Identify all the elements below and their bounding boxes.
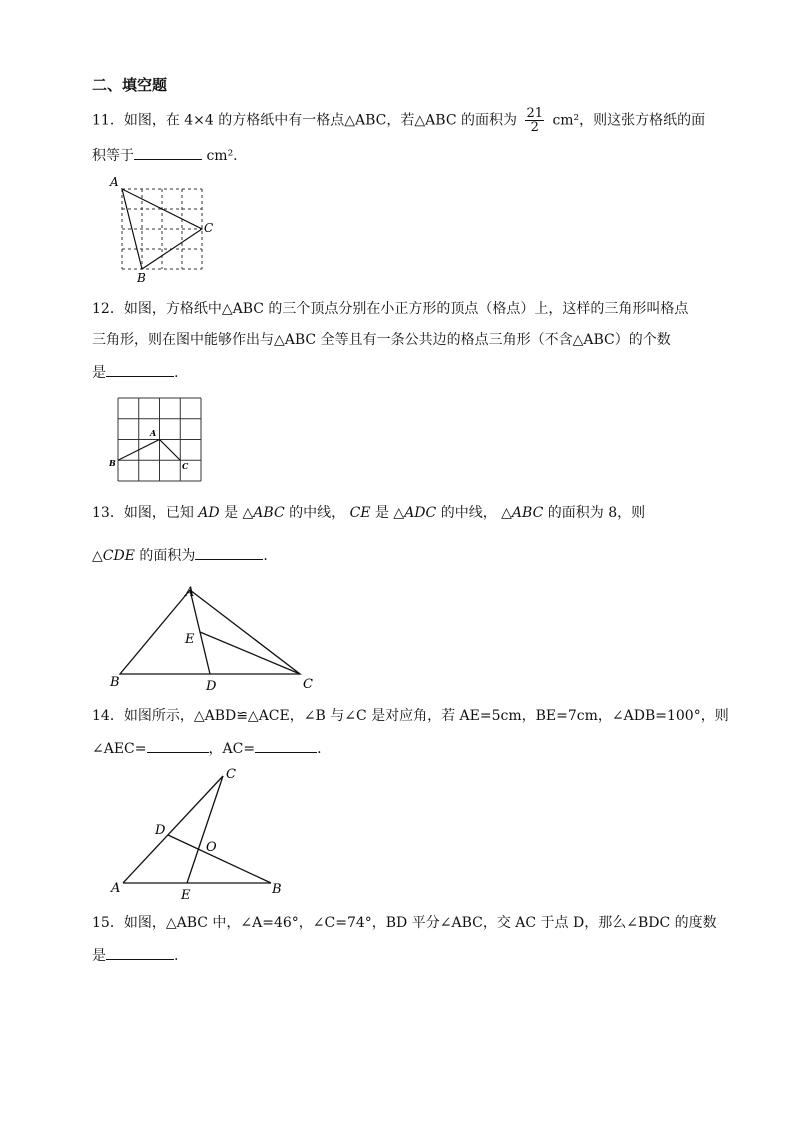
q13-label-a: A — [185, 585, 195, 600]
q13-text-2: 是 — [224, 505, 239, 521]
q13-label-d: D — [206, 679, 217, 694]
q14-line2-suffix: . — [317, 741, 322, 757]
q12-line3 — [92, 362, 178, 382]
q11-label-c: C — [204, 221, 214, 235]
q11-label-b: B — [137, 271, 146, 284]
q13-var-tri-adc: △ADC — [393, 505, 437, 521]
q14-segment-db — [168, 835, 271, 883]
q11-line2-suffix: cm². — [206, 148, 238, 164]
q15-line2-suffix: . — [174, 948, 179, 964]
q11-dashed-grid — [122, 189, 202, 269]
q12-line3-prefix: 是 — [92, 365, 106, 381]
q13-text-3: 的中线， — [289, 505, 346, 521]
q14-label-d: D — [155, 823, 166, 838]
q13-var-ce: CE — [349, 505, 371, 521]
q13-label-b: B — [110, 675, 120, 690]
q14-label-a: A — [111, 881, 121, 896]
q13-text-8: . — [263, 548, 268, 564]
section-title: 二、填空题 — [92, 76, 168, 94]
q13-text-6: 的面积为 8，则 — [547, 505, 646, 521]
q11-line2-prefix: 积等于 — [92, 148, 134, 164]
q13-triangle-abc — [120, 590, 300, 674]
q11-figure — [105, 172, 215, 284]
q13-label-c: C — [303, 677, 313, 692]
q11-answer-blank[interactable] — [134, 145, 202, 160]
q14-line1: 14．如图所示，△ABD≌△ACE，∠B 与∠C 是对应角，若 AE=5cm，BE=7cm，∠ADB=100°，则 — [92, 708, 729, 724]
q12-line1: 12．如图，方格纸中△ABC 的三个顶点分别在小正方形的顶点（格点）上，这样的三角形叫格点 — [92, 301, 689, 317]
q14-label-b: B — [272, 882, 282, 897]
q13-text-7: 的面积为 — [139, 548, 196, 564]
q13-answer-blank[interactable] — [195, 545, 263, 560]
q14-label-o: O — [206, 840, 217, 855]
q11-label-a: A — [110, 175, 119, 189]
q15-line1: 15．如图，△ABC 中，∠A=46°，∠C=74°，BD 平分∠ABC，交 AC 于点 D，那么∠BDC 的度数 — [92, 915, 717, 931]
q13-text-4: 是 — [374, 505, 389, 521]
q14-label-c: C — [226, 767, 236, 782]
q14-line2-middle: ，AC= — [208, 741, 256, 757]
q12-line3-suffix: . — [174, 365, 179, 381]
q11-line2 — [92, 145, 238, 165]
q14-label-e: E — [181, 888, 191, 902]
q13-text-1: 13．如图，已知 — [92, 505, 194, 521]
q13-var-tri-abc-2: △ABC — [501, 505, 544, 521]
q12-label-b: B — [109, 458, 116, 468]
q13-median-ce — [200, 632, 300, 674]
q11-text-part1: 11．如图，在 4×4 的方格纸中有一格点△ABC，若△ABC 的面积为 — [92, 112, 517, 129]
q12-label-c: C — [182, 461, 189, 471]
q11-text-part2: cm²，则这张方格纸的面 — [552, 112, 706, 129]
q13-var-ad: AD — [198, 505, 220, 521]
q14-figure — [105, 762, 295, 902]
q13-label-e: E — [185, 632, 195, 647]
q14-answer-blank-2[interactable] — [255, 738, 317, 753]
q14-line2-prefix: ∠AEC= — [92, 741, 147, 757]
q12-answer-blank[interactable] — [106, 362, 174, 377]
q14-segment-ac — [123, 776, 223, 883]
q15-answer-blank[interactable] — [106, 945, 174, 960]
q11-fraction — [525, 107, 544, 134]
q11-fraction-numerator: 21 — [526, 106, 543, 121]
q12-triangle-abc — [118, 440, 180, 461]
q15-line2-prefix: 是 — [92, 948, 106, 964]
q13-var-tri-abc: △ABC — [242, 505, 285, 521]
q13-line2 — [92, 545, 268, 565]
q13-text-5: 的中线， — [440, 505, 497, 521]
q14-answer-blank-1[interactable] — [147, 738, 209, 753]
q13-line1 — [92, 504, 645, 522]
q14-segment-ec — [187, 776, 223, 883]
q12-figure — [105, 393, 205, 485]
q14-line2 — [92, 738, 322, 758]
q11-line1 — [92, 107, 705, 134]
q13-var-tri-cde: △CDE — [92, 548, 135, 564]
q12-line2: 三角形，则在图中能够作出与△ABC 全等且有一条公共边的格点三角形（不含△ABC）的个数 — [92, 332, 671, 348]
q11-fraction-denominator: 2 — [530, 120, 539, 135]
q13-figure — [105, 578, 325, 694]
q12-label-a: A — [150, 428, 157, 438]
q15-line2 — [92, 945, 178, 965]
